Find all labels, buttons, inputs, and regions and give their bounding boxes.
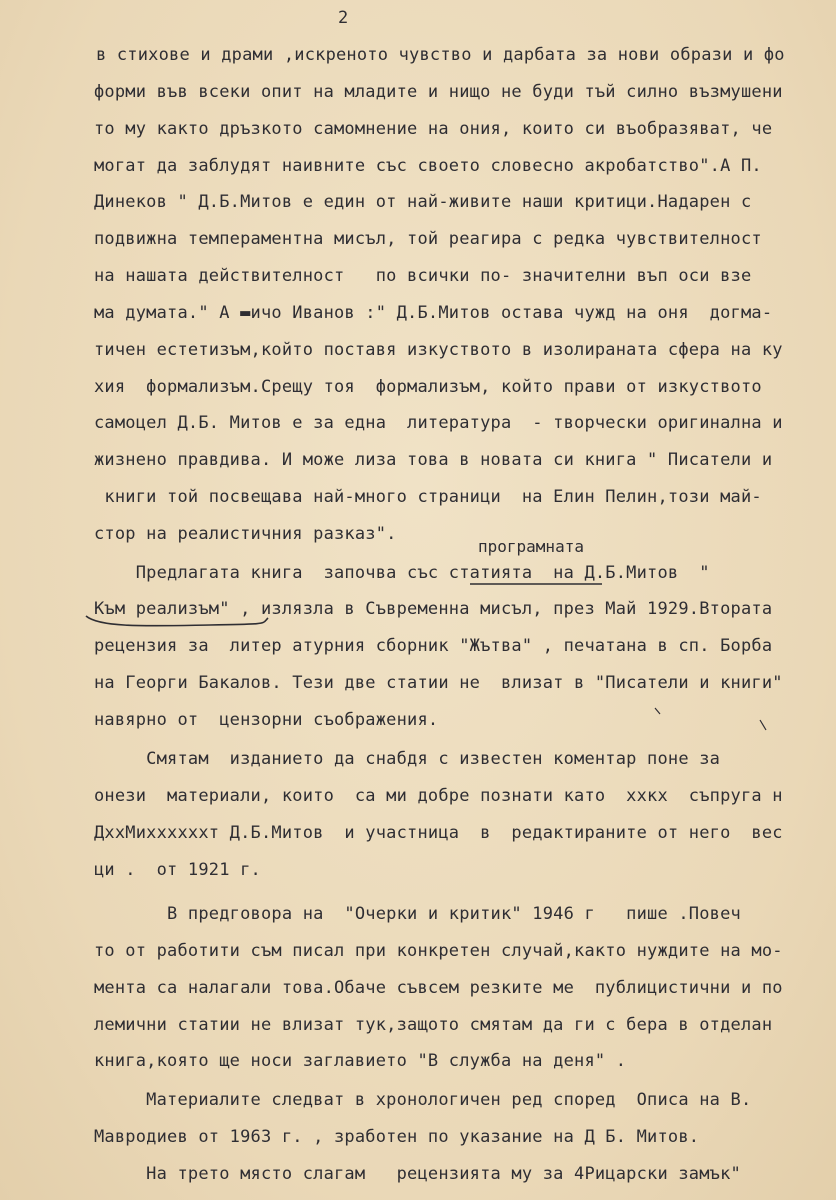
text-line-31: На трето място слагам рецензията му за 4Рицарски замък" xyxy=(94,1164,741,1184)
text-line-28: книга,която ще носи заглавието "В служба на деня" . xyxy=(94,1051,627,1071)
text-line-5: Динеков " Д.Б.Митов е един от най-живите наши критици.Надарен с xyxy=(94,192,752,212)
margin-tick xyxy=(655,708,660,714)
text-line-4: могат да заблудят наивните със своето словесно акробатство".А П. xyxy=(94,156,762,176)
text-line-19: навярно от цензорни съображения. xyxy=(94,710,439,730)
text-line-13: книги той посвещава най-много страници на Елин Пелин,този май- xyxy=(94,487,762,507)
text-line-7: на нашата действителност по всички по- значителни въп оси взе xyxy=(94,266,752,286)
text-line-26: мента са налагали това.Обаче съвсем резките ме публицистични и по xyxy=(94,978,783,998)
text-line-1: в стихове и драми ,искреното чувство и дарбата за нови образи и фо xyxy=(96,45,785,65)
handwritten-insertion: програмната xyxy=(478,537,584,556)
text-line-2: форми във всеки опит на младите и нищо не буди тъй силно възмушени xyxy=(94,82,783,102)
text-line-29: Материалите следват в хронологичен ред според Описа на В. xyxy=(94,1090,752,1110)
text-line-17: рецензия за литер атурния сборник "Жътва" , печатана в сп. Борба xyxy=(94,636,773,656)
text-line-24: В предговора на "Очерки и критик" 1946 г пише .Повеч xyxy=(94,904,741,924)
text-line-16: Към реализъм" , излязла в Съвременна мисъл, през Май 1929.Втората xyxy=(94,599,773,619)
text-line-22: ДххМиххххххт Д.Б.Митов и участница в редактираните от него вес xyxy=(94,823,783,843)
text-line-30: Мавродиев от 1963 г. , зработен по указание на Д Б. Митов. xyxy=(94,1127,700,1147)
text-line-6: подвижна темпераментна мисъл, той реагира с редка чувствителност xyxy=(94,229,762,249)
text-line-23: ци . от 1921 г. xyxy=(94,860,261,880)
text-line-15: Предлагата книга започва със статията на Д.Б.Митов " xyxy=(94,563,710,583)
page-number: 2 xyxy=(338,8,349,28)
text-line-18: на Георги Бакалов. Тези две статии не влизат в "Писатели и книги" xyxy=(94,673,783,693)
text-line-8: ма думата." А ▬ичо Иванов :" Д.Б.Митов остава чужд на оня догма- xyxy=(94,303,773,323)
text-line-11: самоцел Д.Б. Митов е за една литература - творчески оригинална и xyxy=(94,413,783,433)
text-line-21: онези материали, които са ми добре познати като ххкх съпруга н xyxy=(94,786,783,806)
text-line-25: то от работити съм писал при конкретен случай,както нуждите на мо- xyxy=(94,941,783,961)
text-line-10: хия формализъм.Срещу тоя формализъм, който прави от изкуството xyxy=(94,377,762,397)
text-line-12: жизнено правдива. И може лиза това в новата си книга " Писатели и xyxy=(94,450,773,470)
text-line-3: то му както дръзкото самомнение на ония, които си въобразяват, че xyxy=(94,119,773,139)
text-line-9: тичен естетизъм,който поставя изкуството в изолираната сфера на ку xyxy=(94,340,783,360)
margin-tick xyxy=(760,720,766,730)
text-line-27: лемични статии не влизат тук,защото смятам да ги с бера в отделан xyxy=(94,1015,773,1035)
text-line-20: Смятам изданието да снабдя с известен коментар поне за xyxy=(94,749,721,769)
text-line-14: стор на реалистичния разказ". xyxy=(94,524,397,544)
